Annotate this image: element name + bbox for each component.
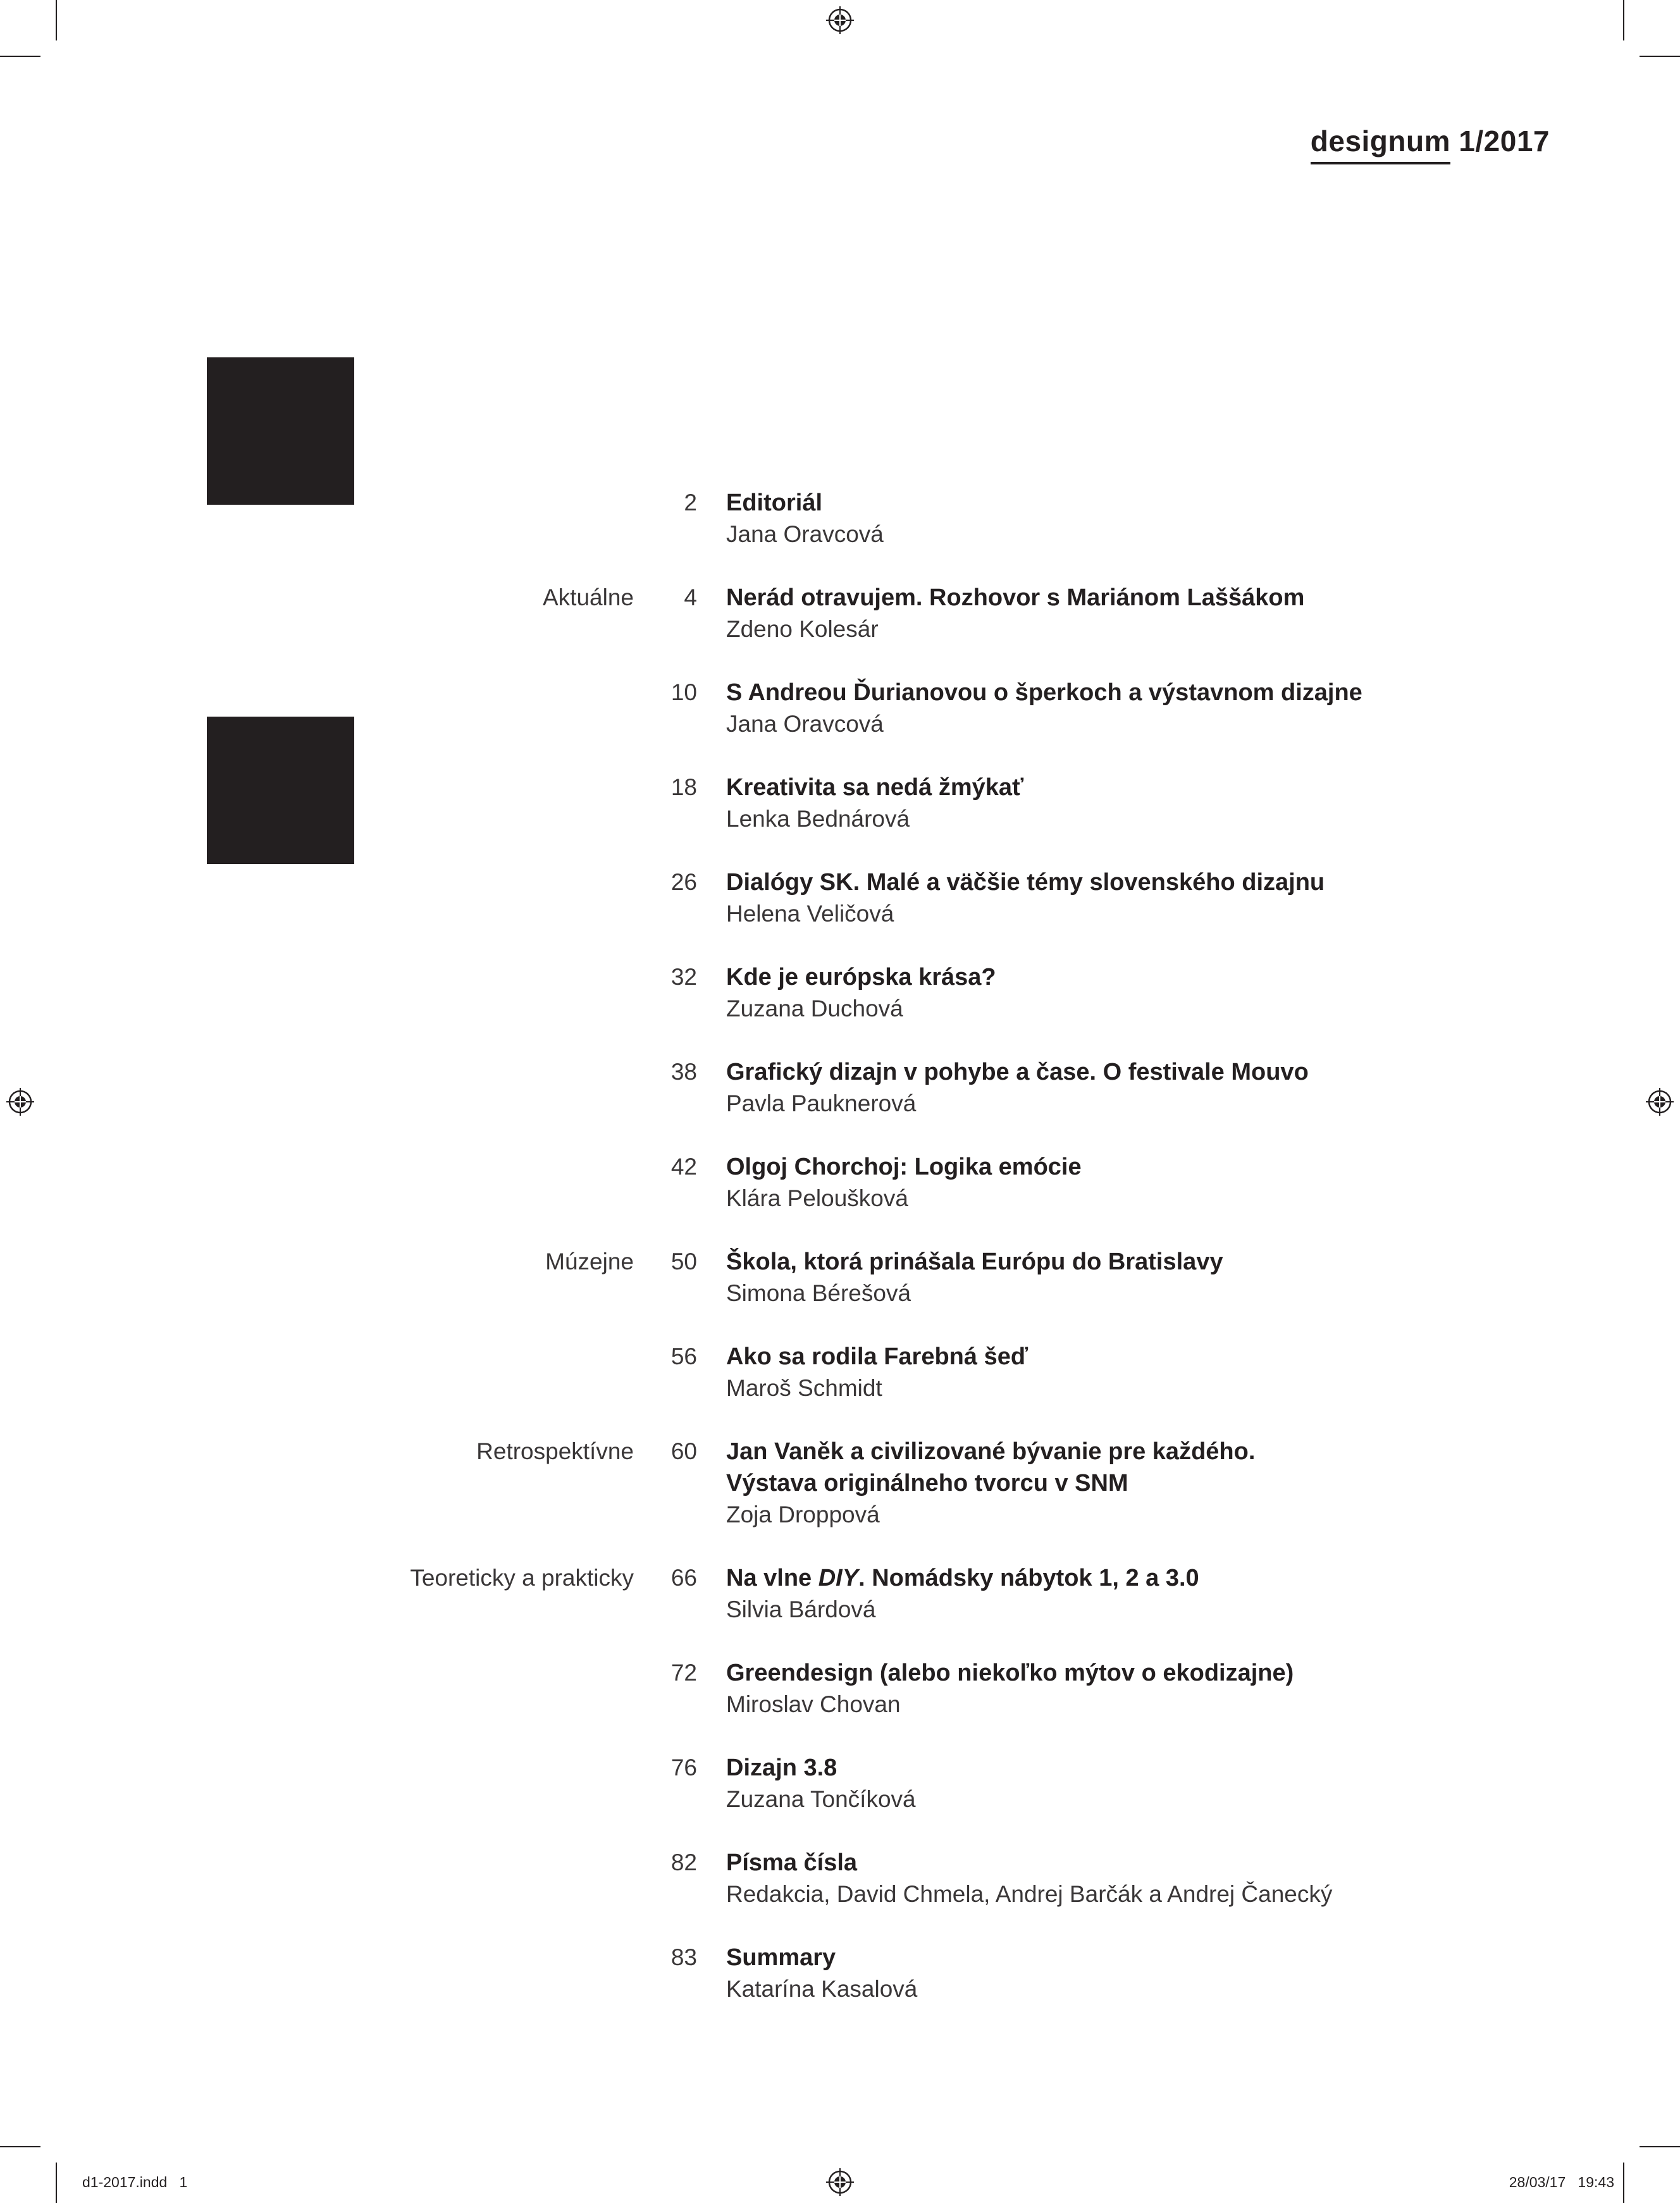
registration-mark-icon (6, 1088, 34, 1116)
masthead (1311, 124, 1550, 164)
crop-mark-top-left (0, 56, 40, 57)
toc-page-number: 38 (670, 1059, 697, 1085)
toc-author: Simona Bérešová (726, 1280, 911, 1306)
toc-entry[interactable] (354, 1056, 1430, 1120)
table-of-contents (354, 487, 1430, 2037)
crop-mark-top-right (1640, 56, 1680, 57)
toc-author: Zoja Droppová (726, 1502, 880, 1527)
toc-author: Miroslav Chovan (726, 1691, 901, 1717)
toc-author: Zuzana Duchová (726, 996, 903, 1021)
toc-title (726, 1562, 1199, 1594)
toc-author: Zdeno Kolesár (726, 616, 879, 642)
decorative-black-square (207, 357, 354, 505)
toc-page-number: 66 (670, 1565, 697, 1591)
toc-author: Jana Oravcová (726, 711, 884, 737)
toc-title: Greendesign (alebo niekoľko mýtov o ekodizajne) (726, 1660, 1294, 1686)
toc-title: Summary (726, 1944, 836, 1971)
toc-section-label: Retrospektívne (476, 1438, 634, 1464)
toc-author: Klára Peloušková (726, 1185, 908, 1211)
masthead-brand: designum (1311, 124, 1450, 164)
print-slug-file: d1-2017.indd 1 (82, 2174, 188, 2190)
toc-page-number: 32 (670, 964, 697, 990)
registration-mark-icon (1646, 1088, 1674, 1116)
toc-entry[interactable] (354, 487, 1430, 550)
toc-page-number: 50 (670, 1249, 697, 1274)
crop-mark-bottom-left (56, 2163, 57, 2203)
toc-author: Katarína Kasalová (726, 1976, 918, 2002)
masthead-issue: 1/2017 (1459, 125, 1550, 157)
toc-title: Kreativita sa nedá žmýkať (726, 774, 1024, 801)
toc-page-number: 76 (670, 1755, 697, 1780)
toc-entry[interactable] (354, 1246, 1430, 1309)
toc-section-label: Múzejne (545, 1249, 634, 1274)
crop-mark-bottom-right (1623, 2163, 1624, 2203)
toc-entry[interactable] (354, 1562, 1430, 1626)
registration-mark-icon (826, 6, 854, 34)
toc-entry[interactable] (354, 1436, 1430, 1531)
toc-title: Olgoj Chorchoj: Logika emócie (726, 1154, 1082, 1180)
toc-entry[interactable] (354, 1341, 1430, 1404)
toc-title: Nerád otravujem. Rozhovor s Mariánom Laššákom (726, 584, 1305, 611)
toc-page-number: 2 (684, 490, 697, 515)
toc-title-continued: Výstava originálneho tvorcu v SNM (726, 1470, 1128, 1496)
decorative-black-square (207, 717, 354, 864)
toc-page-number: 4 (684, 584, 697, 610)
toc-entry[interactable] (354, 677, 1430, 740)
toc-page-number: 26 (670, 869, 697, 895)
toc-entry[interactable] (354, 1942, 1430, 2005)
toc-author: Lenka Bednárová (726, 806, 910, 832)
crop-mark-bottom-left (0, 2146, 40, 2147)
toc-title-part: . Nomádsky nábytok 1, 2 a 3.0 (858, 1565, 1199, 1591)
crop-mark-top-right (1623, 0, 1624, 40)
toc-title: Písma čísla (726, 1849, 858, 1876)
toc-title: Ako sa rodila Farebná šeď (726, 1343, 1028, 1370)
toc-title: Jan Vaněk a civilizované bývanie pre každého. (726, 1438, 1256, 1465)
crop-mark-bottom-right (1640, 2146, 1680, 2147)
toc-page-number: 83 (670, 1944, 697, 1970)
toc-author: Pavla Pauknerová (726, 1090, 917, 1116)
toc-page-number: 56 (670, 1343, 697, 1369)
toc-entry[interactable] (354, 1847, 1430, 1910)
toc-entry[interactable] (354, 1151, 1430, 1214)
toc-author: Redakcia, David Chmela, Andrej Barčák a Andrej Čanecký (726, 1881, 1333, 1907)
toc-page-number: 18 (670, 774, 697, 800)
toc-entry[interactable] (354, 772, 1430, 835)
toc-author: Helena Veličová (726, 901, 894, 927)
toc-section-label: Teoreticky a prakticky (410, 1565, 634, 1591)
toc-title: Škola, ktorá prinášala Európu do Bratislavy (726, 1249, 1223, 1275)
toc-page-number: 72 (670, 1660, 697, 1686)
toc-author: Silvia Bárdová (726, 1596, 876, 1622)
crop-mark-top-left (56, 0, 57, 40)
toc-title: S Andreou Ďurianovou o šperkoch a výstavnom dizajne (726, 679, 1362, 706)
toc-author: Maroš Schmidt (726, 1375, 882, 1401)
toc-entry[interactable] (354, 1657, 1430, 1720)
print-slug-datetime: 28/03/17 19:43 (1509, 2174, 1614, 2190)
toc-page-number: 10 (670, 679, 697, 705)
toc-entry[interactable] (354, 582, 1430, 645)
toc-title: Dialógy SK. Malé a väčšie témy slovenského dizajnu (726, 869, 1325, 896)
toc-page-number: 60 (670, 1438, 697, 1464)
toc-page-number: 42 (670, 1154, 697, 1180)
toc-title: Editoriál (726, 490, 823, 516)
toc-entry[interactable] (354, 961, 1430, 1025)
toc-title-part: Na vlne (726, 1565, 818, 1591)
toc-author: Jana Oravcová (726, 521, 884, 547)
toc-title: Grafický dizajn v pohybe a čase. O festivale Mouvo (726, 1059, 1309, 1085)
toc-page-number: 82 (670, 1849, 697, 1875)
toc-entry[interactable] (354, 1752, 1430, 1815)
toc-title: Dizajn 3.8 (726, 1755, 837, 1781)
toc-title: Kde je európska krása? (726, 964, 996, 990)
toc-entry[interactable] (354, 867, 1430, 930)
toc-title-emphasis: DIY (818, 1565, 859, 1591)
toc-author: Zuzana Tončíková (726, 1786, 916, 1812)
registration-mark-icon (826, 2168, 854, 2196)
toc-section-label: Aktuálne (543, 584, 634, 610)
